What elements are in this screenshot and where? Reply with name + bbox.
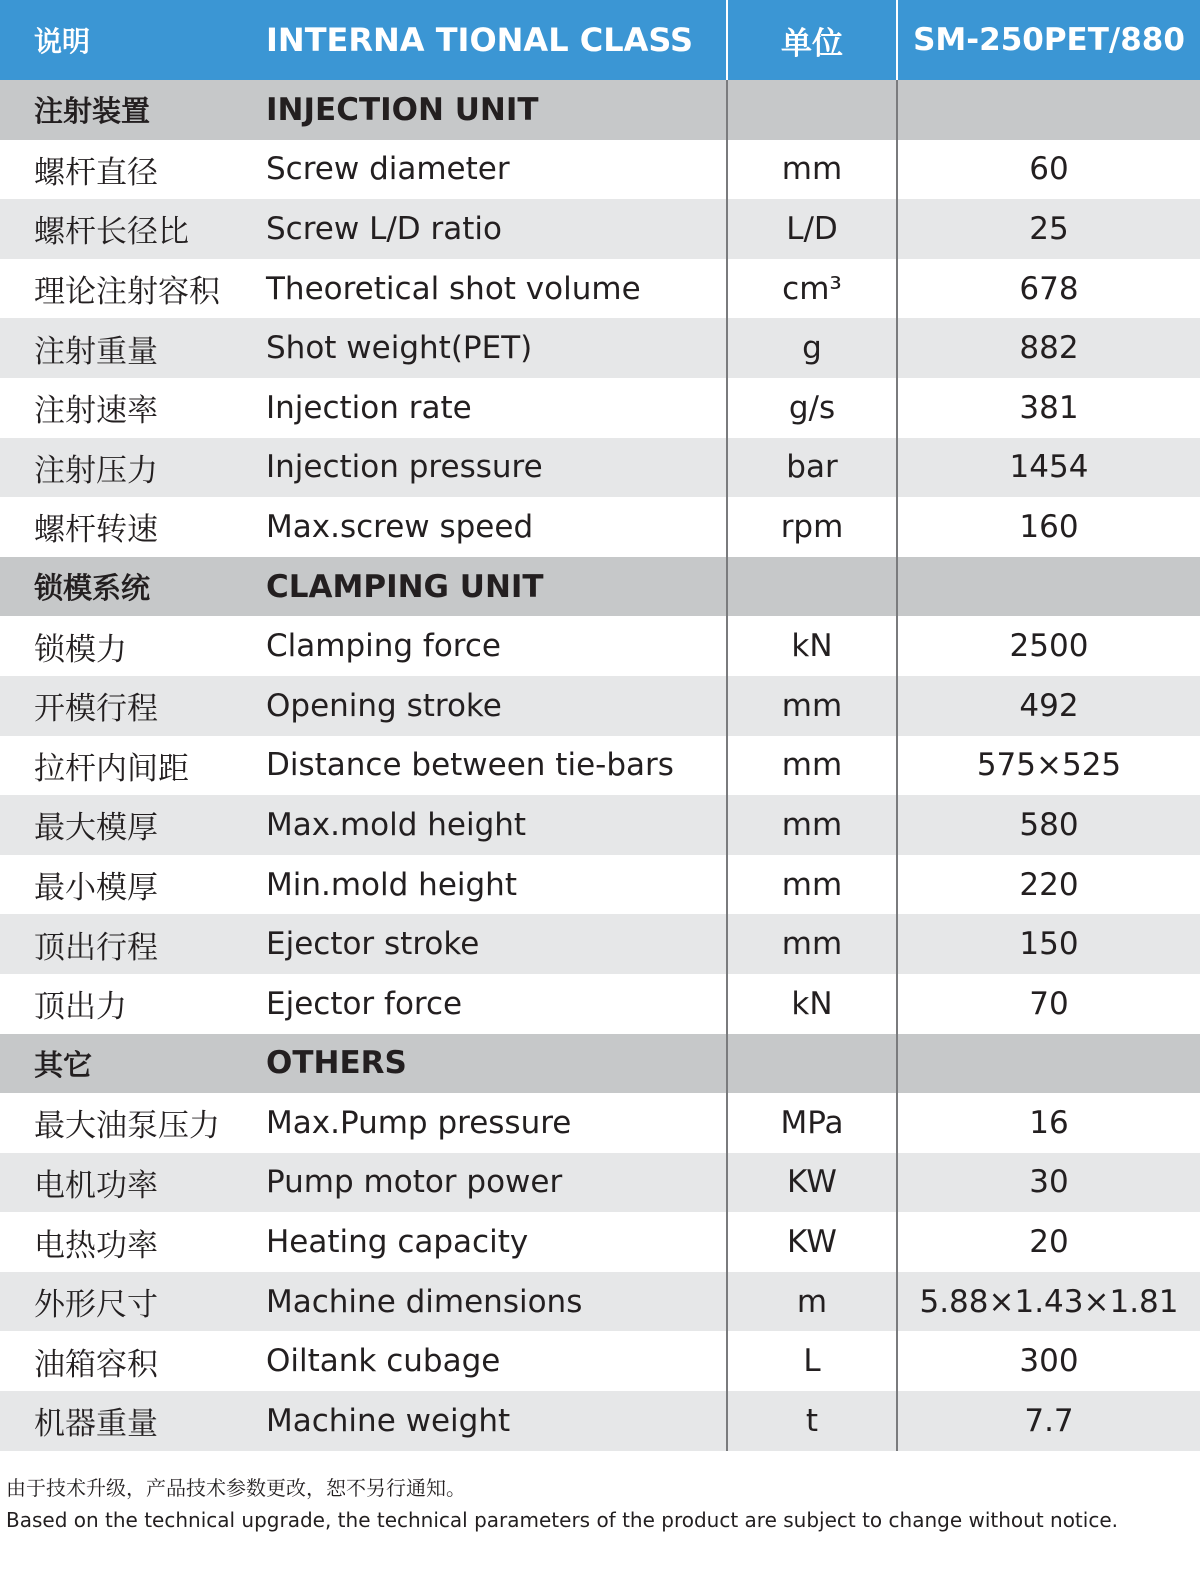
label-cn: 螺杆长径比 <box>0 199 233 259</box>
table-row <box>0 1153 1200 1213</box>
value-cell: 678 <box>897 259 1200 319</box>
label-en: Machine weight <box>233 1391 727 1451</box>
value-cell: 300 <box>897 1331 1200 1391</box>
unit-cell: bar <box>727 438 897 498</box>
label-cn: 油箱容积 <box>0 1331 233 1391</box>
unit-cell: mm <box>727 914 897 974</box>
label-cn: 拉杆内间距 <box>0 736 233 796</box>
footnote-cn: 由于技术升级，产品技术参数更改，恕不另行通知。 <box>6 1475 466 1500</box>
label-en: Max.mold height <box>233 795 727 855</box>
label-en: Theoretical shot volume <box>233 259 727 319</box>
label-en: Max.Pump pressure <box>233 1093 727 1153</box>
table-row <box>0 736 1200 796</box>
section-label-cn: 注射装置 <box>0 80 233 140</box>
table-row <box>0 974 1200 1034</box>
section-row <box>0 557 1200 617</box>
table-row <box>0 676 1200 736</box>
label-en: Min.mold height <box>233 855 727 915</box>
unit-cell: L <box>727 1331 897 1391</box>
value-cell: 150 <box>897 914 1200 974</box>
table-row <box>0 378 1200 438</box>
value-cell: 60 <box>897 140 1200 200</box>
label-en: Injection pressure <box>233 438 727 498</box>
value-cell: 575×525 <box>897 736 1200 796</box>
label-en: Heating capacity <box>233 1212 727 1272</box>
section-label-cn: 锁模系统 <box>0 557 233 617</box>
label-cn: 电热功率 <box>0 1212 233 1272</box>
label-cn: 注射重量 <box>0 318 233 378</box>
label-en: Opening stroke <box>233 676 727 736</box>
unit-cell: g <box>727 318 897 378</box>
value-cell: 580 <box>897 795 1200 855</box>
section-value-cell <box>897 557 1200 617</box>
table-row <box>0 140 1200 200</box>
value-cell: 1454 <box>897 438 1200 498</box>
table-row <box>0 914 1200 974</box>
value-cell: 160 <box>897 497 1200 557</box>
label-en: Pump motor power <box>233 1153 727 1213</box>
label-en: Ejector stroke <box>233 914 727 974</box>
value-cell: 16 <box>897 1093 1200 1153</box>
table-row <box>0 497 1200 557</box>
unit-cell: rpm <box>727 497 897 557</box>
label-cn: 螺杆转速 <box>0 497 233 557</box>
label-cn: 最小模厚 <box>0 855 233 915</box>
value-cell: 25 <box>897 199 1200 259</box>
unit-cell: mm <box>727 676 897 736</box>
unit-cell: L/D <box>727 199 897 259</box>
label-en: Machine dimensions <box>233 1272 727 1332</box>
unit-cell: mm <box>727 140 897 200</box>
label-en: Shot weight(PET) <box>233 318 727 378</box>
value-cell: 2500 <box>897 616 1200 676</box>
label-en: Screw L/D ratio <box>233 199 727 259</box>
section-value-cell <box>897 1034 1200 1094</box>
value-cell: 492 <box>897 676 1200 736</box>
table-row <box>0 1391 1200 1451</box>
unit-cell: mm <box>727 736 897 796</box>
label-cn: 注射压力 <box>0 438 233 498</box>
section-label-cn: 其它 <box>0 1034 233 1094</box>
header-model: SM-250PET/880 <box>897 0 1200 80</box>
label-cn: 开模行程 <box>0 676 233 736</box>
label-cn: 最大油泵压力 <box>0 1093 233 1153</box>
unit-cell: MPa <box>727 1093 897 1153</box>
label-en: Screw diameter <box>233 140 727 200</box>
unit-cell: kN <box>727 974 897 1034</box>
unit-cell: cm³ <box>727 259 897 319</box>
value-cell: 70 <box>897 974 1200 1034</box>
unit-cell: t <box>727 1391 897 1451</box>
label-en: Injection rate <box>233 378 727 438</box>
section-unit-cell <box>727 1034 897 1094</box>
label-cn: 螺杆直径 <box>0 140 233 200</box>
footnotes <box>0 1451 1200 1537</box>
table-row <box>0 199 1200 259</box>
table-row <box>0 795 1200 855</box>
unit-cell: mm <box>727 855 897 915</box>
section-unit-cell <box>727 80 897 140</box>
unit-cell: mm <box>727 795 897 855</box>
unit-cell: kN <box>727 616 897 676</box>
table-header-row <box>0 0 1200 80</box>
unit-cell: m <box>727 1272 897 1332</box>
footnote-en: Based on the technical upgrade, the technical parameters of the product are subject to change without notice. <box>6 1507 1118 1532</box>
value-cell: 5.88×1.43×1.81 <box>897 1272 1200 1332</box>
table-row <box>0 616 1200 676</box>
label-cn: 顶出力 <box>0 974 233 1034</box>
section-label-en: INJECTION UNIT <box>233 80 727 140</box>
label-cn: 注射速率 <box>0 378 233 438</box>
table-row <box>0 438 1200 498</box>
label-en: Ejector force <box>233 974 727 1034</box>
label-en: Oiltank cubage <box>233 1331 727 1391</box>
value-cell: 381 <box>897 378 1200 438</box>
table-row <box>0 1093 1200 1153</box>
table-row <box>0 855 1200 915</box>
header-international-class: INTERNA TIONAL CLASS <box>233 0 727 80</box>
section-label-en: OTHERS <box>233 1034 727 1094</box>
table-row <box>0 1272 1200 1332</box>
section-value-cell <box>897 80 1200 140</box>
table-row <box>0 259 1200 319</box>
value-cell: 220 <box>897 855 1200 915</box>
label-cn: 外形尺寸 <box>0 1272 233 1332</box>
label-en: Clamping force <box>233 616 727 676</box>
label-en: Max.screw speed <box>233 497 727 557</box>
label-cn: 最大模厚 <box>0 795 233 855</box>
label-cn: 锁模力 <box>0 616 233 676</box>
value-cell: 30 <box>897 1153 1200 1213</box>
section-unit-cell <box>727 557 897 617</box>
value-cell: 7.7 <box>897 1391 1200 1451</box>
label-cn: 理论注射容积 <box>0 259 233 319</box>
table-row <box>0 318 1200 378</box>
value-cell: 20 <box>897 1212 1200 1272</box>
label-cn: 顶出行程 <box>0 914 233 974</box>
unit-cell: g/s <box>727 378 897 438</box>
table-row <box>0 1212 1200 1272</box>
label-cn: 电机功率 <box>0 1153 233 1213</box>
label-cn: 机器重量 <box>0 1391 233 1451</box>
unit-cell: KW <box>727 1212 897 1272</box>
table-row <box>0 1331 1200 1391</box>
header-unit: 单位 <box>727 0 897 80</box>
section-row <box>0 80 1200 140</box>
header-description-cn: 说明 <box>0 0 233 80</box>
label-en: Distance between tie-bars <box>233 736 727 796</box>
unit-cell: KW <box>727 1153 897 1213</box>
value-cell: 882 <box>897 318 1200 378</box>
section-label-en: CLAMPING UNIT <box>233 557 727 617</box>
section-row <box>0 1034 1200 1094</box>
